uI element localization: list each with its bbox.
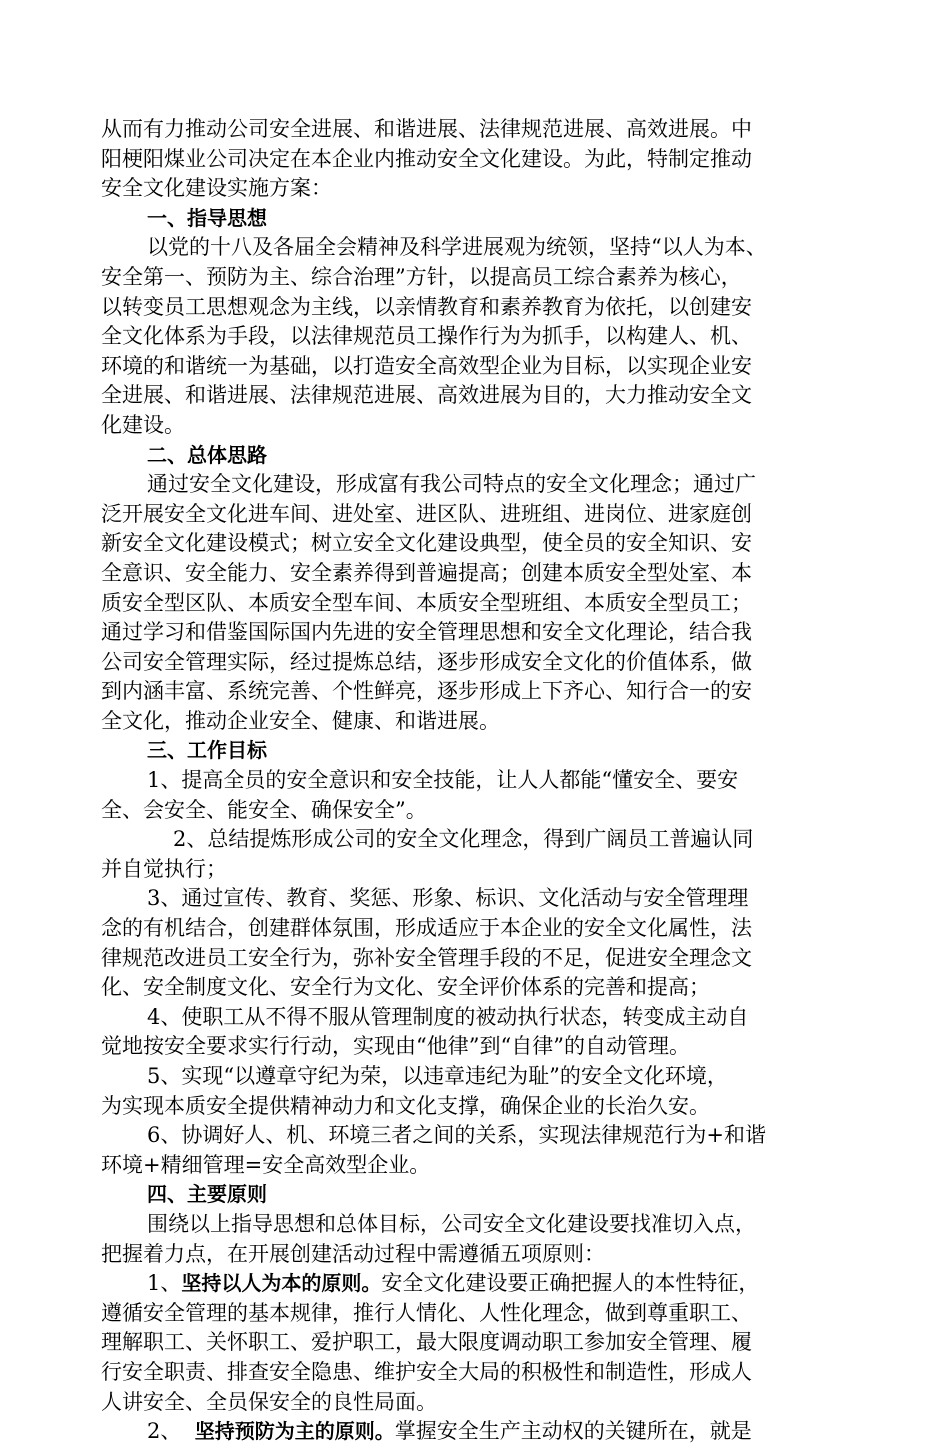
paragraph-line: 新安全文化建设模式；树立安全文化建设典型，使全员的安全知识、安 bbox=[101, 531, 752, 556]
paragraph-line: 全文化体系为手段，以法律规范员工操作行为为抓手，以构建人、机、 bbox=[101, 324, 752, 349]
paragraph-line: 为实现本质安全提供精神动力和文化支撑，确保企业的长治久安。 bbox=[101, 1093, 710, 1118]
paragraph-line: 理解职工、关怀职工、爱护职工，最大限度调动职工参加安全管理、履 bbox=[101, 1330, 752, 1355]
section-heading: 三、工作目标 bbox=[147, 738, 267, 763]
paragraph-line: 全、会安全、能安全、确保安全”。 bbox=[101, 797, 427, 822]
paragraph-line: 2、总结提炼形成公司的安全文化理念，得到广阔员工普遍认同 bbox=[173, 827, 754, 852]
principle-line bbox=[101, 1269, 851, 1299]
paragraph-line: 以党的十八及各届全会精神及科学进展观为统领，坚持“以人为本、 bbox=[147, 235, 767, 260]
section-heading: 四、主要原则 bbox=[147, 1182, 267, 1207]
paragraph-line: 律规范改进员工安全行为，弥补安全管理手段的不足，促进安全理念文 bbox=[101, 945, 752, 970]
paragraph-line: 围绕以上指导思想和总体目标，公司安全文化建设要找准切入点， bbox=[147, 1211, 756, 1236]
paragraph-line: 化建设。 bbox=[101, 412, 185, 437]
paragraph-line: 泛开展安全文化进车间、进处室、进区队、进班组、进岗位、进家庭创 bbox=[101, 501, 752, 526]
paragraph-line: 行安全职责、排查安全隐患、维护安全大局的积极性和制造性，形成人 bbox=[101, 1359, 752, 1384]
principle-title: 坚持预防为主的原则。 bbox=[194, 1419, 395, 1444]
paragraph-line: 质安全型区队、本质安全型车间、本质安全型班组、本质安全型员工； bbox=[101, 590, 752, 615]
paragraph-line: 全意识、安全能力、安全素养得到普遍提高；创建本质安全型处室、本 bbox=[101, 560, 752, 585]
paragraph-line: 遵循安全管理的基本规律，推行人情化、人性化理念，做到尊重职工、 bbox=[101, 1300, 752, 1325]
paragraph-line: 把握着力点，在开展创建活动过程中需遵循五项原则： bbox=[101, 1241, 605, 1266]
paragraph-line: 安全文化建设实施方案： bbox=[101, 176, 332, 201]
paragraph-line: 安全第一、预防为主、综合治理”方针，以提高员工综合素养为核心， bbox=[101, 264, 742, 289]
paragraph-line: 3、通过宣传、教育、奖惩、形象、标识、文化活动与安全管理理 bbox=[147, 886, 749, 911]
paragraph-line: 通过学习和借鉴国际国内先进的安全管理思想和安全文化理论，结合我 bbox=[101, 620, 752, 645]
paragraph-line: 从而有力推动公司安全进展、和谐进展、法律规范进展、高效进展。中 bbox=[101, 117, 752, 141]
paragraph-line: 念的有机结合，创建群体氛围，形成适应于本企业的安全文化属性，法 bbox=[101, 916, 752, 941]
paragraph-line: 以转变员工思想观念为主线，以亲情教育和素养教育为依托，以创建安 bbox=[101, 294, 752, 319]
paragraph-line: 并自觉执行； bbox=[101, 856, 227, 881]
principle-title: 坚持以人为本的原则。 bbox=[181, 1271, 382, 1296]
paragraph-line: 环境+精细管理=安全高效型企业。 bbox=[101, 1152, 431, 1177]
paragraph-line: 觉地按安全要求实行行动，实现由“他律”到“自律”的自动管理。 bbox=[101, 1034, 690, 1059]
principle-number: 2、 bbox=[147, 1419, 195, 1444]
paragraph-line: 1、提高全员的安全意识和安全技能，让人人都能“懂安全、要安 bbox=[147, 768, 739, 793]
paragraph-line: 5、实现“以遵章守纪为荣，以违章违纪为耻”的安全文化环境， bbox=[147, 1064, 728, 1088]
principle-line bbox=[101, 1417, 851, 1447]
paragraph-line: 6、协调好人、机、环境三者之间的关系，实现法律规范行为+和谐 bbox=[147, 1123, 766, 1148]
paragraph-line: 通过安全文化建设，形成富有我公司特点的安全文化理念；通过广 bbox=[147, 472, 756, 497]
principle-text: 掌握安全生产主动权的关键所在，就是 bbox=[394, 1419, 752, 1444]
paragraph-line: 环境的和谐统一为基础，以打造安全高效型企业为目标，以实现企业安 bbox=[101, 353, 752, 378]
paragraph-line: 人讲安全、全员保安全的良性局面。 bbox=[101, 1389, 437, 1414]
principle-number: 1、 bbox=[147, 1271, 182, 1296]
paragraph-line: 全进展、和谐进展、法律规范进展、高效进展为目的，大力推动安全文 bbox=[101, 383, 752, 408]
paragraph-line: 到内涵丰富、系统完善、个性鲜亮，逐步形成上下齐心、知行合一的安 bbox=[101, 679, 752, 704]
document-body bbox=[101, 115, 851, 1447]
principle-text: 安全文化建设要正确把握人的本性特征， bbox=[381, 1271, 760, 1296]
paragraph-line: 阳梗阳煤业公司决定在本企业内推动安全文化建设。为此，特制定推动 bbox=[101, 146, 752, 171]
paragraph-line: 化、安全制度文化、安全行为文化、安全评价体系的完善和提高； bbox=[101, 975, 710, 1000]
paragraph-line: 4、使职工从不得不服从管理制度的被动执行状态，转变成主动自 bbox=[147, 1004, 749, 1029]
paragraph-line: 全文化，推动企业安全、健康、和谐进展。 bbox=[101, 708, 500, 733]
paragraph-line: 公司安全管理实际，经过提炼总结，逐步形成安全文化的价值体系，做 bbox=[101, 649, 752, 674]
section-heading: 二、总体思路 bbox=[147, 442, 267, 467]
section-heading: 一、指导思想 bbox=[147, 205, 267, 230]
